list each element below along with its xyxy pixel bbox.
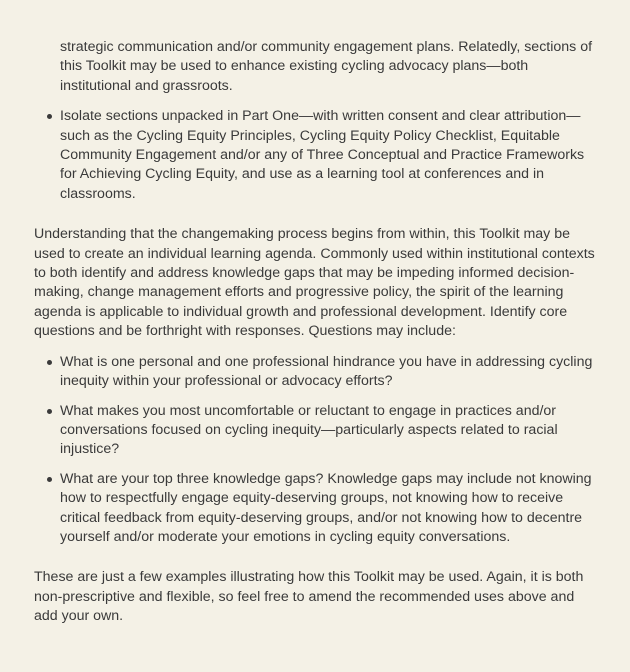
list-item: What makes you most uncomfortable or reluctant to engage in practices and/or conversations focused on cycling inequity—particularly aspects related to racial injustice? [34,402,596,460]
questions-list [34,353,596,548]
uses-list [34,107,596,204]
continuation-paragraph: strategic communication and/or community engagement plans. Relatedly, sections of this Toolkit may be used to enhance existing cycling advocacy plans—both institutional and grassroots. [60,39,593,94]
list-item: What is one personal and one professional hindrance you have in addressing cycling inequity within your professional or advocacy efforts? [34,353,596,392]
learning-agenda-paragraph: Understanding that the changemaking process begins from within, this Toolkit may be used to create an individual learning agenda. Commonly used within institutional contexts to both identify and address knowledge gaps that may be impeding informed decision-making, change management efforts and progressive policy, the spirit of the learning agenda is applicable to individual growth and professional development. Identify core questions and be forthright with responses. Questions may include: [34,226,595,340]
list-item: Isolate sections unpacked in Part One—with written consent and clear attribution—such as the Cycling Equity Principles, Cycling Equity Policy Checklist, Equitable Community Engagement and/or any of Three Conceptual and Practice Frameworks for Achieving Cycling Equity, and use as a learning tool at conferences and in classrooms. [34,107,596,204]
list-item: What are your top three knowledge gaps? Knowledge gaps may include not knowing how to respectfully engage equity-deserving groups, not knowing how to receive critical feedback from equity-deserving groups, and/or not knowing how to decentre yourself and/or moderate your emotions in cycling equity conversations. [34,470,596,548]
closing-paragraph: These are just a few examples illustrating how this Toolkit may be used. Again, it is both non-prescriptive and flexible, so feel free to amend the recommended uses above and add your own. [34,569,584,625]
